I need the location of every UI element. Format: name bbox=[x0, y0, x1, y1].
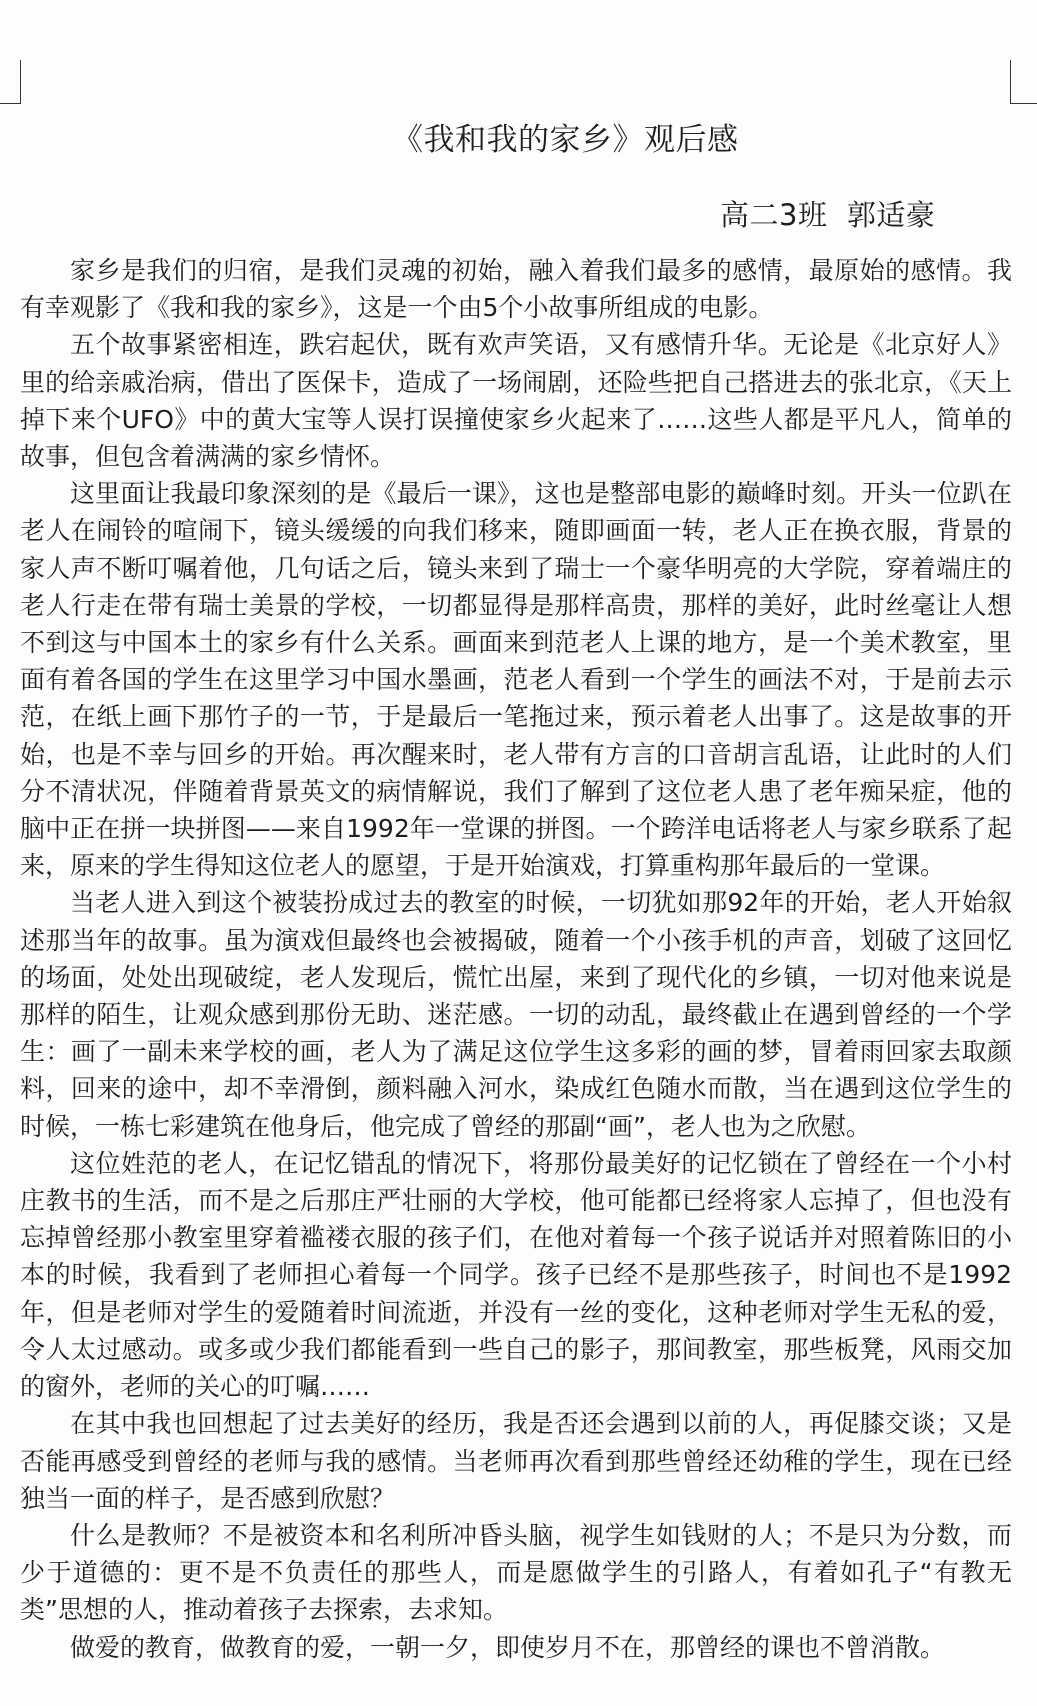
paragraph-6: 在其中我也回想起了过去美好的经历，我是否还会遇到以前的人，再促膝交谈；又是否能再感受到曾经的老师与我的感情。当老师再次看到那些曾经还幼稚的学生，现在已经独当一面的样子，是否感到欣慰？ bbox=[20, 1409, 1012, 1513]
paragraph-1: 家乡是我们的归宿，是我们灵魂的初始，融入着我们最多的感情，最原始的感情。我有幸观影了《我和我的家乡》，这是一个由5个小故事所组成的电影。 bbox=[20, 256, 1012, 323]
document-author: 高二3班 郭适豪 bbox=[720, 198, 936, 232]
crop-mark-top-left-vertical bbox=[20, 60, 21, 104]
paragraph-2: 五个故事紧密相连，跌宕起伏，既有欢声笑语，又有感情升华。无论是《北京好人》里的给亲戚治病，借出了医保卡，造成了一场闹剧，还险些把自己搭进去的张北京，《天上掉下来个UFO》中的黄大宝等人误打误撞使家乡火起来了……这些人都是平凡人，简单的故事，但包含着满满的家乡情怀。 bbox=[20, 330, 1012, 472]
paragraph-3: 这里面让我最印象深刻的是《最后一课》，这也是整部电影的巅峰时刻。开头一位趴在老人在闹铃的喧闹下，镜头缓缓的向我们移来，随即画面一转，老人正在换衣服，背景的家人声不断叮嘱着他，几句话之后，镜头来到了瑞士一个豪华明亮的大学院，穿着端庄的老人行走在带有瑞士美景的学校，一切都显得是那样高贵，那样的美好，此时丝毫让人想不到这与中国本土的家乡有什么关系。画面来到范老人上课的地方，是一个美术教室，里面有着各国的学生在这里学习中国水墨画，范老人看到一个学生的画法不对，于是前去示范，在纸上画下那竹子的一节，于是最后一笔拖过来，预示着老人出事了。这是故事的开始，也是不幸与回乡的开始。再次醒来时，老人带有方言的口音胡言乱语，让此时的人们分不清状况，伴随着背景英文的病情解说，我们了解到了这位老人患了老年痴呆症，他的脑中正在拼一块拼图——来自1992年一堂课的拼图。一个跨洋电话将老人与家乡联系了起来，原来的学生得知这位老人的愿望，于是开始演戏，打算重构那年最后的一堂课。 bbox=[20, 479, 1012, 881]
paragraph-7: 什么是教师？不是被资本和名利所冲昏头脑，视学生如钱财的人；不是只为分数，而少于道德的：更不是不负责任的那些人，而是愿做学生的引路人，有着如孔子“有教无类”思想的人，推动着孩子去探索，去求知。 bbox=[20, 1520, 1012, 1625]
crop-mark-top-right-horizontal bbox=[1010, 103, 1037, 104]
essay-body bbox=[20, 252, 1012, 1666]
document-title: 《我和我的家乡》观后感 bbox=[392, 122, 739, 158]
crop-mark-top-right-vertical bbox=[1010, 60, 1011, 104]
crop-mark-top-left-horizontal bbox=[0, 103, 21, 104]
paragraph-8: 做爱的教育，做教育的爱，一朝一夕，即使岁月不在，那曾经的课也不曾消散。 bbox=[70, 1632, 946, 1662]
paragraph-5: 这位姓范的老人，在记忆错乱的情况下，将那份最美好的记忆锁在了曾经在一个小村庄教书的生活，而不是之后那庄严壮丽的大学校，他可能都已经将家人忘掉了，但也没有忘掉曾经那小教室里穿着褴褛衣服的孩子们，在他对着每一个孩子说话并对照着陈旧的小本的时候，我看到了老师担心着每一个同学。孩子已经不是那些孩子，时间也不是1992年，但是老师对学生的爱随着时间流逝，并没有一丝的变化，这种老师对学生无私的爱，令人太过感动。或多或少我们都能看到一些自己的影子，那间教室，那些板凳，风雨交加的窗外，老师的关心的叮嘱…… bbox=[20, 1148, 1012, 1402]
paragraph-4: 当老人进入到这个被装扮成过去的教室的时候，一切犹如那92年的开始，老人开始叙述那当年的故事。虽为演戏但最终也会被揭破，随着一个小孩手机的声音，划破了这回忆的场面，处处出现破绽，老人发现后，慌忙出屋，来到了现代化的乡镇，一切对他来说是那样的陌生，让观众感到那份无助、迷茫感。一切的动乱，最终截止在遇到曾经的一个学生：画了一副未来学校的画，老人为了满足这位学生这多彩的画的梦，冒着雨回家去取颜料，回来的途中，却不幸滑倒，颜料融入河水，染成红色随水而散，当在遇到这位学生的时候，一栋七彩建筑在他身后，他完成了曾经的那副“画”，老人也为之欣慰。 bbox=[20, 888, 1012, 1141]
